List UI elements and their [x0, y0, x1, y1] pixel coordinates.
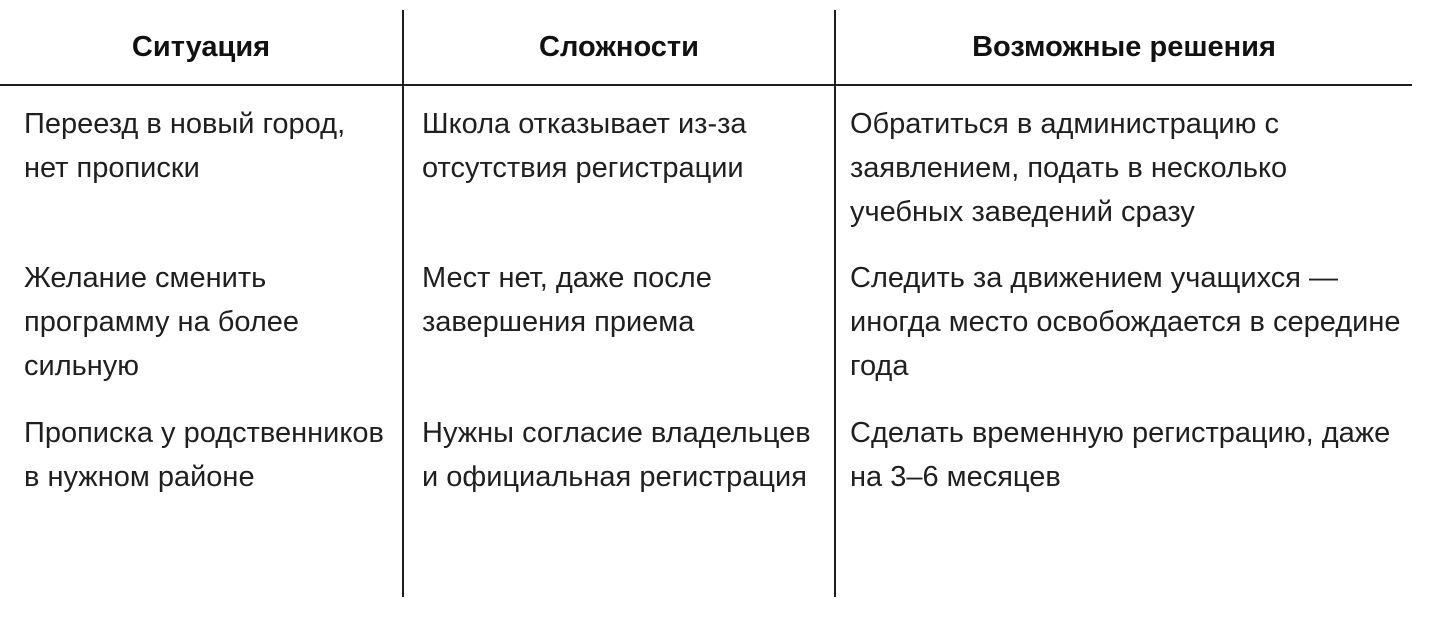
header-situation: Ситуация [0, 10, 403, 85]
cell-situation: Переезд в новый город, нет прописки [24, 108, 346, 184]
cell-difficulty: Мест нет, даже после завершения приема [403, 256, 835, 411]
table-row [0, 411, 1412, 597]
cell-situation: Желание сменить программу на более сильную [24, 262, 300, 382]
cell-situation: Прописка у родственников в нужном районе [24, 417, 384, 493]
comparison-table [0, 10, 1412, 597]
table-row [0, 85, 1412, 256]
cell-solution: Сделать временную регистрацию, даже на 3–6 месяцев [835, 411, 1412, 597]
header-solutions: Возможные решения [835, 10, 1412, 85]
table-row [0, 256, 1412, 411]
header-difficulties: Сложности [403, 10, 835, 85]
cell-solution: Следить за движением учащихся — иногда место освобождается в середине года [835, 256, 1412, 411]
cell-solution: Обратиться в администрацию с заявлением, подать в несколько учебных заведений сразу [835, 85, 1412, 256]
table-header-row [0, 10, 1412, 85]
cell-difficulty: Нужны согласие владельцев и официальная регистрация [403, 411, 835, 597]
cell-difficulty: Школа отказывает из-за отсутствия регистрации [403, 85, 835, 256]
